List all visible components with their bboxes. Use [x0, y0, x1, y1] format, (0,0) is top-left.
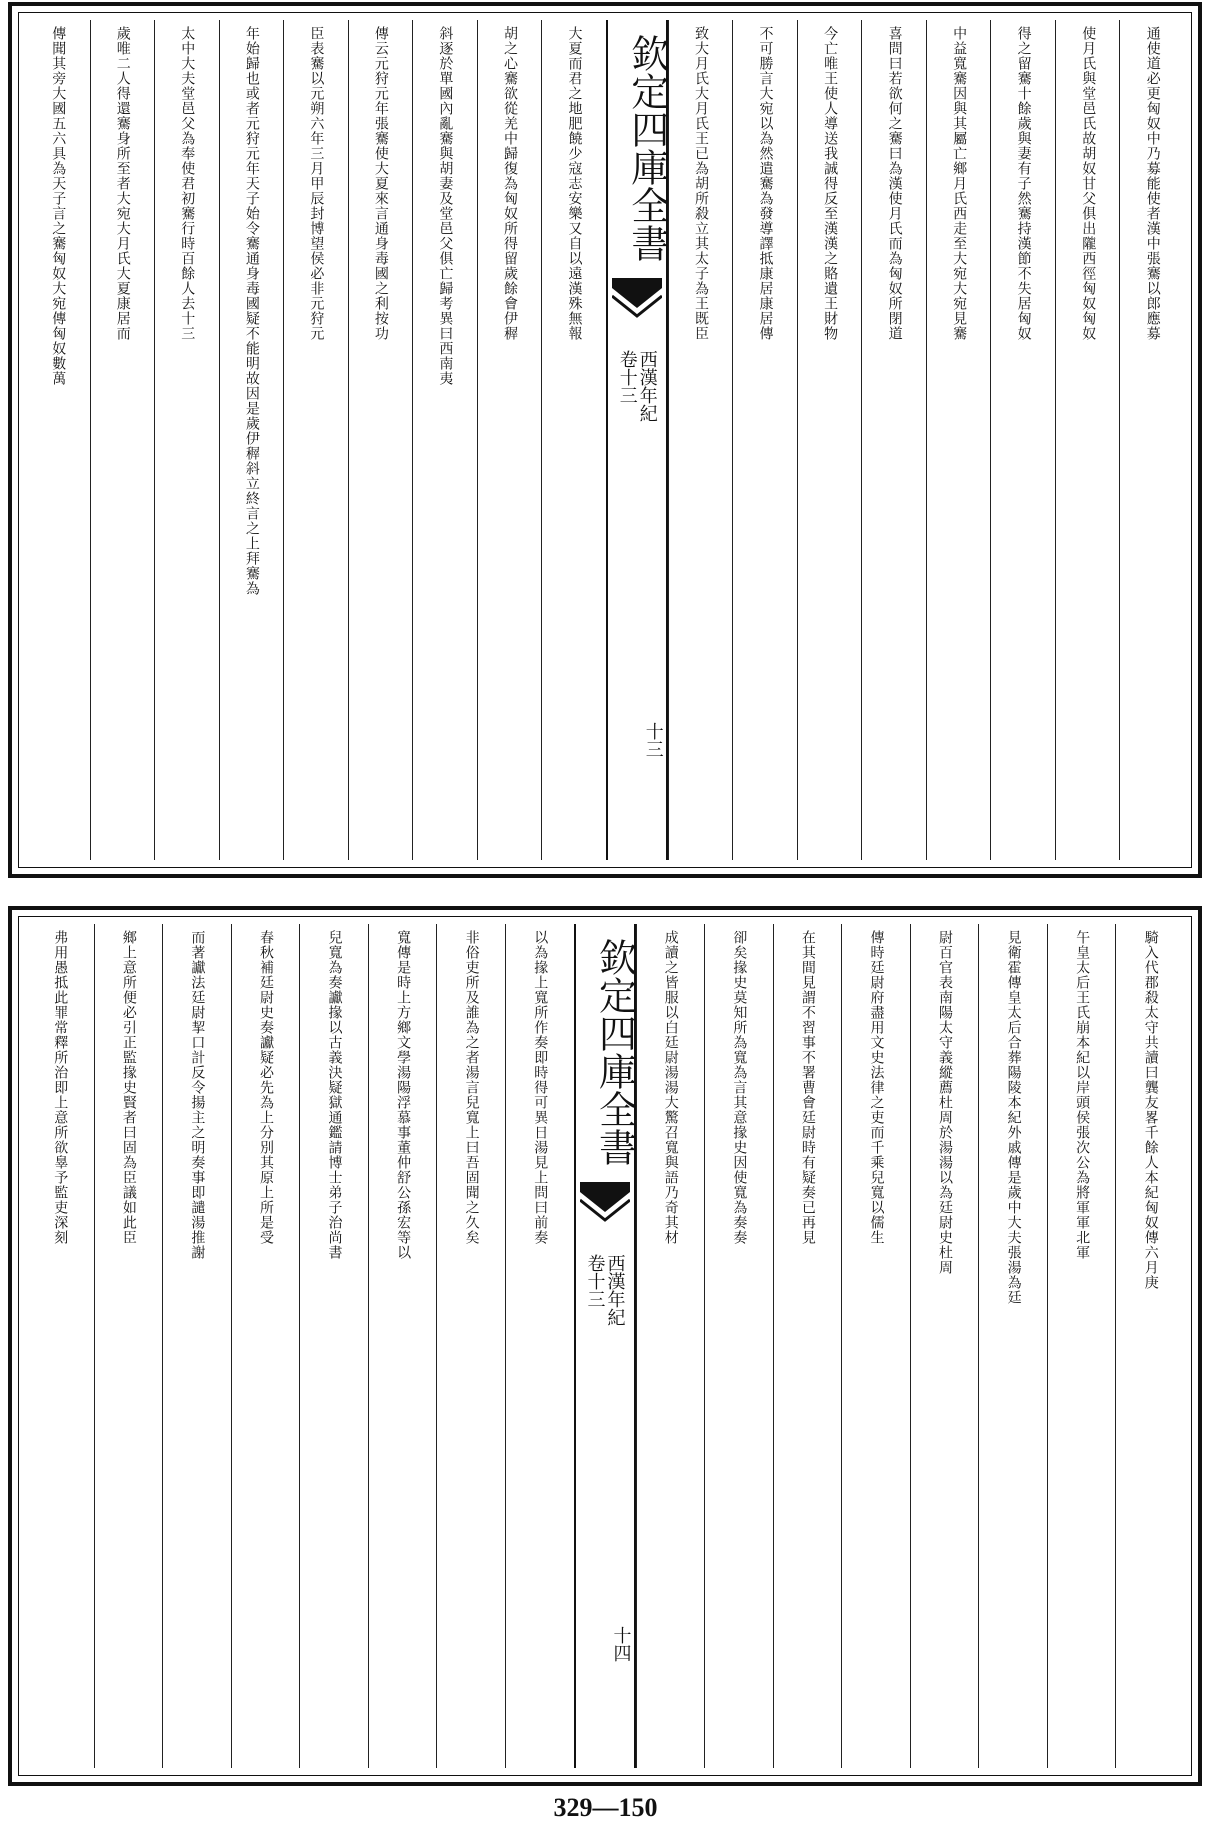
text-column: 中益寬騫因與其屬亡鄉月氏西走至大宛大宛見騫: [926, 20, 991, 860]
text-column: 午皇太后王氏崩本紀以岸頭侯張次公為將軍軍北軍: [1047, 924, 1116, 1768]
text-column: 尉百官表南陽太守義縱薦杜周於湯湯以為廷尉史杜周: [910, 924, 979, 1768]
text-column: 通使道必更匈奴中乃募能使者漢中張騫以郎應募: [1119, 20, 1184, 860]
text-column: 不可勝言大宛以為然遣騫為發導譯抵康居康居傳: [732, 20, 797, 860]
text-column: 致大月氏大月氏王已為胡所殺立其太子為王既臣: [668, 20, 733, 860]
text-column: 喜問曰若欲何之騫曰為漢使月氏而為匈奴所閉道: [861, 20, 926, 860]
fish-tail-mark-icon: [612, 278, 662, 338]
text-column: 兒寬為奏讞掾以古義決疑獄通鑑請博士弟子治尚書: [299, 924, 368, 1768]
section-label: 西漢年紀 卷十三: [616, 350, 658, 422]
text-column: 歲唯二人得還騫身所至者大宛大月氏大夏康居而: [90, 20, 155, 860]
text-column: 非俗吏所及誰為之者湯言兒寬上曰吾固聞之久矣: [436, 924, 505, 1768]
text-column: 斜逐於單國內亂騫與胡妻及堂邑父俱亡歸考異曰西南夷: [412, 20, 477, 860]
center-fold: [574, 924, 636, 1768]
text-column: 傳云元狩元年張騫使大夏來言通身毒國之利按功: [348, 20, 413, 860]
text-column: 使月氏與堂邑氏故胡奴甘父俱出隴西徑匈奴匈奴: [1055, 20, 1120, 860]
text-column: 成讀之皆服以白廷尉湯湯大驚召寬與語乃奇其材: [636, 924, 705, 1768]
text-column: 得之留騫十餘歲與妻有子然騫持漢節不失居匈奴: [990, 20, 1055, 860]
fish-tail-mark-icon: [580, 1182, 630, 1242]
upper-page-columns: [26, 20, 1184, 860]
text-column: 太中大夫堂邑父為奉使君初騫行時百餘人去十三: [154, 20, 219, 860]
book-title: 欽定四庫全書: [624, 34, 669, 262]
section-label: 西漢年紀 卷十三: [584, 1254, 626, 1326]
lower-page-columns: [26, 924, 1184, 1768]
text-column: 臣表騫以元朔六年三月甲辰封博望侯必非元狩元: [283, 20, 348, 860]
book-title: 欽定四庫全書: [592, 938, 637, 1166]
text-column: 傳時廷尉府盡用文史法律之吏而千乘兒寬以儒生: [841, 924, 910, 1768]
lower-page: [8, 906, 1202, 1786]
leaf-number: 十四: [610, 1626, 632, 1662]
text-column: 年始歸也或者元狩元年天子始令騫通身毒國疑不能明故因是歲伊稺斜立終言之上拜騫為: [219, 20, 284, 860]
upper-page: [8, 2, 1202, 878]
text-column: 弗用愚抵此罪常釋所治即上意所欲辠予監吏深刻: [52, 930, 69, 1245]
text-column: 而著讞法廷尉挈口計反令揚主之明奏事即譴湯推謝: [162, 924, 231, 1768]
text-column: 騎入代郡殺太守共讀曰龔友畧千餘人本紀匈奴傳六月庚: [1115, 924, 1184, 1768]
text-column: 鄉上意所便必引正監掾史賢者曰固為臣議如此臣: [94, 924, 163, 1768]
page-number: 329—150: [553, 1793, 658, 1822]
leaf-number: 十三: [642, 722, 664, 758]
text-column: 春秋補廷尉史奏讞疑必先為上分別其原上所是受: [231, 924, 300, 1768]
text-column: 傳聞其旁大國五六具為天子言之騫匈奴大宛傳匈奴數萬: [50, 26, 67, 386]
text-column: 今亡唯王使人導送我誠得反至漢漢之賂遺王財物: [797, 20, 862, 860]
text-column: 在其間見謂不習事不署曹會廷尉時有疑奏已再見: [773, 924, 842, 1768]
text-column: 以為掾上寬所作奏即時得可異日湯見上問曰前奏: [505, 924, 574, 1768]
text-column: 見衛霍傳皇太后合葬陽陵本紀外戚傳是歲中大夫張湯為廷: [978, 924, 1047, 1768]
text-column: 胡之心騫欲從羌中歸復為匈奴所得留歲餘會伊稺: [477, 20, 542, 860]
center-fold: [606, 20, 668, 860]
text-column: 卻矣掾史莫知所為寬為言其意掾史因使寬為奏奏: [704, 924, 773, 1768]
text-column: 大夏而君之地肥饒少寇志安樂又自以遠漢殊無報: [541, 20, 606, 860]
text-column: 寬傳是時上方鄉文學湯陽浮慕事董仲舒公孫宏等以: [368, 924, 437, 1768]
